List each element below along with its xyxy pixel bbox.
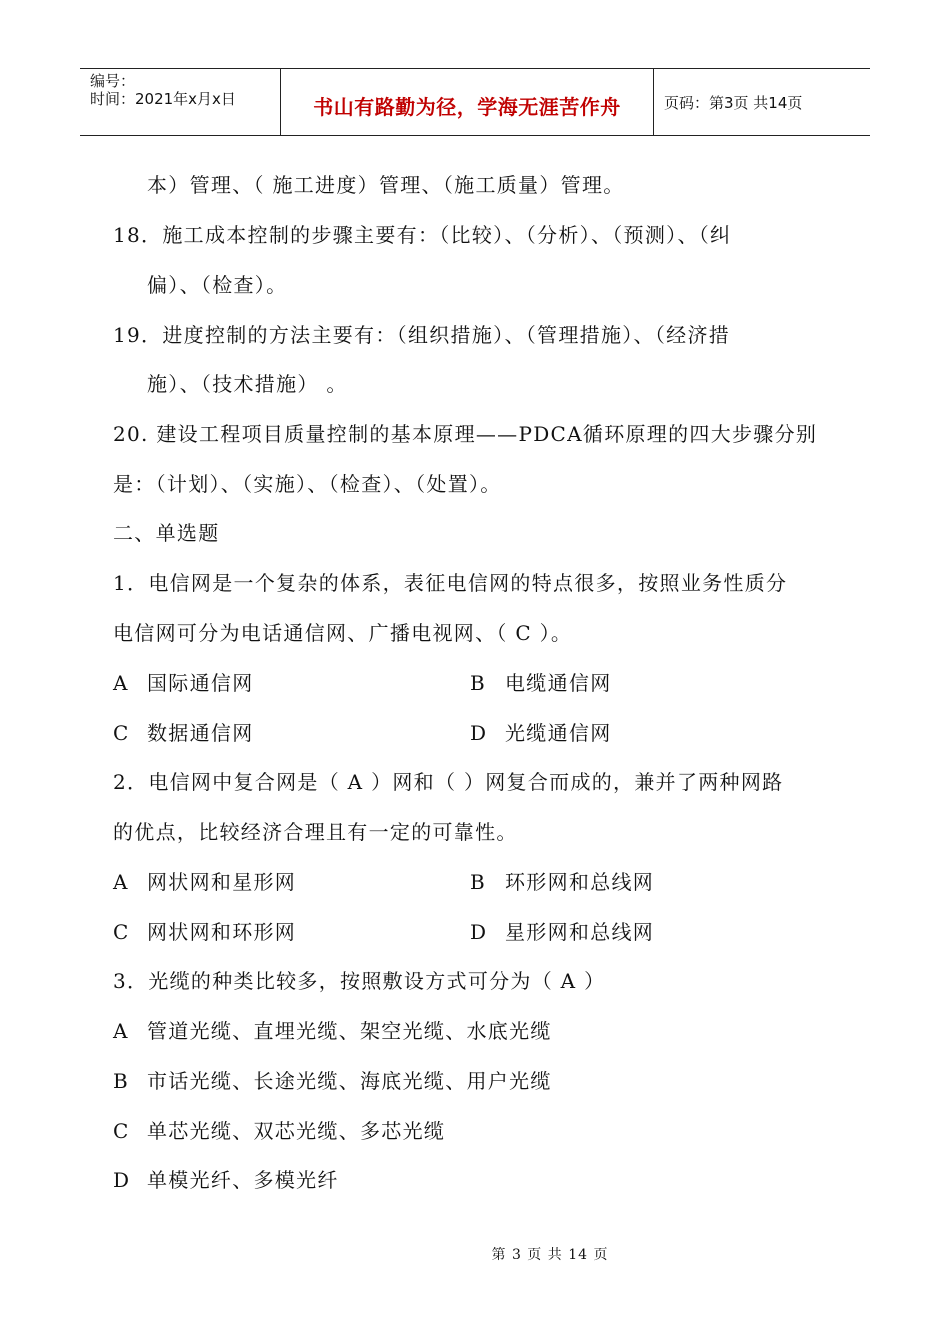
header-motto-cell: [281, 69, 654, 135]
option-letter: A: [113, 671, 128, 695]
text-line: 是：（计划）、（实施）、（检查）、（处置）。: [113, 472, 502, 496]
option-text: 网状网和环形网: [147, 920, 297, 944]
text-line: 本）管理、（ 施工进度）管理、（施工质量）管理。: [147, 173, 625, 197]
header-page-info: 页码：第3页 共14页: [664, 93, 803, 112]
footer-page-number: 第 3 页 共 14 页: [491, 1247, 609, 1263]
option-letter: A: [113, 1019, 128, 1043]
option-letter: D: [470, 920, 487, 944]
option-text: 网状网和星形网: [147, 870, 297, 894]
page-footer: [0, 1244, 950, 1264]
option-letter: B: [470, 671, 485, 695]
section-heading: 二、单选题: [113, 521, 220, 545]
option-text: 管道光缆、直埋光缆、架空光缆、水底光缆: [147, 1019, 552, 1043]
option-letter: B: [470, 870, 485, 894]
page-header: [80, 68, 870, 136]
option-letter: C: [113, 920, 129, 944]
option-letter: C: [113, 1119, 129, 1143]
option-text: 数据通信网: [147, 721, 254, 745]
option-text: 单芯光缆、双芯光缆、多芯光缆: [147, 1119, 446, 1143]
question-text: 2．电信网中复合网是（ A ）网和（ ）网复合而成的，兼并了两种网路: [113, 770, 784, 794]
option-text: 电缆通信网: [505, 671, 612, 695]
question-text: 的优点，比较经济合理且有一定的可靠性。: [113, 820, 518, 844]
question-text: 1．电信网是一个复杂的体系，表征电信网的特点很多，按照业务性质分: [113, 571, 788, 595]
option-letter: D: [113, 1168, 130, 1192]
text-line: 偏）、（检查）。: [147, 273, 288, 297]
text-line: 施）、（技术措施） 。: [147, 372, 348, 396]
date-label: 时间：2021年x月x日: [90, 90, 236, 108]
serial-number-label: 编号：: [90, 72, 136, 90]
text-line: 19．进度控制的方法主要有：（组织措施）、（管理措施）、（经济措: [113, 323, 731, 347]
option-letter: A: [113, 870, 128, 894]
question-text: 3．光缆的种类比较多，按照敷设方式可分为（ A ）: [113, 969, 606, 993]
option-letter: C: [113, 721, 129, 745]
question-text: 电信网可分为电话通信网、广播电视网、（ C ）。: [113, 621, 573, 645]
header-info-cell: [80, 69, 281, 135]
text-line: 18．施工成本控制的步骤主要有：（比较）、（分析）、（预测）、（纠: [113, 223, 732, 247]
option-text: 光缆通信网: [505, 721, 612, 745]
header-page-cell: [654, 69, 870, 135]
option-text: 国际通信网: [147, 671, 254, 695]
motto-text: 书山有路勤为径，学海无涯苦作舟: [313, 94, 621, 119]
option-text: 单模光纤、多模光纤: [147, 1168, 339, 1192]
option-letter: D: [470, 721, 487, 745]
option-letter: B: [113, 1069, 128, 1093]
text-line: 20. 建设工程项目质量控制的基本原理——PDCA循环原理的四大步骤分别: [113, 422, 818, 446]
option-text: 环形网和总线网: [505, 870, 655, 894]
option-text: 星形网和总线网: [505, 920, 655, 944]
option-text: 市话光缆、长途光缆、海底光缆、用户光缆: [147, 1069, 552, 1093]
